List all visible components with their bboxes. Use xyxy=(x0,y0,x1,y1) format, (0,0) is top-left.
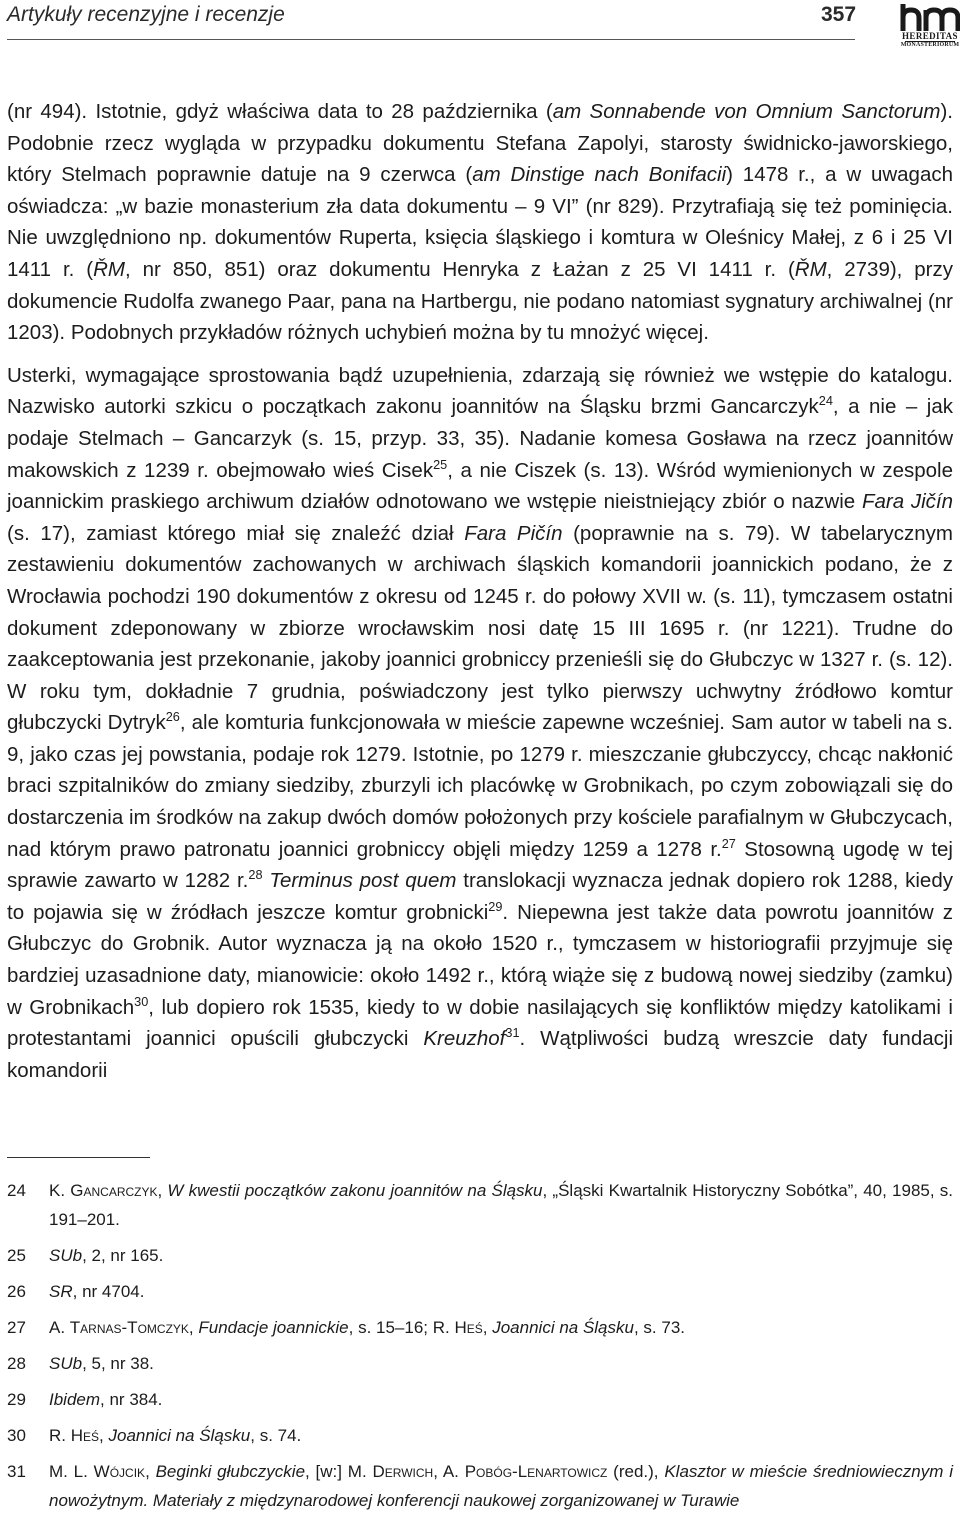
text-run: , nr 384. xyxy=(100,1390,163,1409)
italic-text: am Sonnabende von Omnium Sanctorum xyxy=(552,100,941,123)
text-run: (poprawnie na s. 79). W tabelarycznym zestawieniu dokumentów zachowanych w archiwach śląskich komandorii joannickich podano, że z Wrocławia pochodzi 190 dokumentów z okresu od 1245 r. do połowy XVII w. (s. 11), tymczasem ostatni dokument zdeponowany w zbiorze wrocławskim nosi datę 15 III 1695 r. (nr 1221). Trudne do zaakceptowania jest przekonanie, jakoby joannici grobniccy przenieśli się do Głubczyc w 1327 r. (s. 12). W roku tym, dokładnie 7 grudnia, poświadczony jest tylko pierwszy uchwytny źródłowo komtur głubczycki Dytryk xyxy=(7,521,953,735)
footnote-number: 25 xyxy=(7,1246,26,1265)
logo-text-monasteriorum: MONASTERIORUM xyxy=(900,42,960,48)
hm-logo-icon xyxy=(899,2,960,32)
italic-text: ŘM xyxy=(93,257,125,281)
running-head: Artykuły recenzyjne i recenzje xyxy=(7,3,285,26)
footnote-reference: 30 xyxy=(134,993,149,1009)
text-run: , s. 15–16; R. xyxy=(348,1318,455,1337)
author-surname: Gancarczyk xyxy=(70,1181,158,1200)
footnote-24 xyxy=(7,1176,953,1234)
footnote-number: 31 xyxy=(7,1462,26,1481)
text-run: . Wątpliwości budzą wreszcie daty fundacji komandorii xyxy=(7,1027,953,1082)
italic-text: ŘM xyxy=(794,257,827,281)
italic-text: Fundacje joannickie xyxy=(198,1318,349,1337)
text-run: translokacji wyznacza jednak dopiero rok 1288, kiedy to pojawia się w źródłach jeszcze komtur grobnicki xyxy=(7,869,953,924)
text-run: , xyxy=(99,1426,109,1445)
footnote-reference: 26 xyxy=(165,709,180,725)
footnote-reference: 31 xyxy=(505,1025,520,1041)
footnote-separator xyxy=(7,1157,150,1158)
text-run: , A. xyxy=(433,1462,465,1481)
italic-text: Klasztor w mieście średniowiecznym i nowożytnym. Materiały z międzynarodowej konferencji naukowej zorganizowanej w Turawie xyxy=(49,1462,953,1510)
footnote-number: 24 xyxy=(7,1181,26,1200)
text-run: , „Śląski Kwartalnik Historyczny Sobótka”, 40, 1985, s. 191–201. xyxy=(49,1181,953,1229)
footnotes-section xyxy=(7,1176,953,1522)
italic-text: Terminus post quem xyxy=(269,869,457,893)
footnote-31 xyxy=(7,1457,953,1515)
footnote-reference: 24 xyxy=(818,393,833,409)
text-run: , 5, nr 38. xyxy=(82,1354,154,1373)
footnote-29 xyxy=(7,1385,953,1414)
italic-text: Kreuzhof xyxy=(423,1027,506,1051)
text-run: A. xyxy=(49,1318,70,1337)
text-run: , xyxy=(145,1462,156,1481)
body-paragraph xyxy=(7,96,953,349)
italic-text: Beginki głubczyckie xyxy=(155,1462,306,1481)
text-run: , nr 850, 851) oraz dokumentu Henryka z Łażan z 25 VI 1411 r. ( xyxy=(124,257,795,281)
page-header xyxy=(7,0,960,48)
text-run: , xyxy=(188,1318,199,1337)
footnote-number: 26 xyxy=(7,1282,26,1301)
footnote-reference: 25 xyxy=(433,456,448,472)
italic-text: Joannici na Śląsku xyxy=(492,1318,634,1337)
text-run: , 2, nr 165. xyxy=(82,1246,164,1265)
header-rule xyxy=(7,39,855,40)
author-surname: Heś xyxy=(454,1318,483,1337)
footnote-26 xyxy=(7,1277,953,1306)
footnote-number: 27 xyxy=(7,1318,26,1337)
text-run: , xyxy=(482,1318,493,1337)
italic-text: am Dinstige nach Bonifacii xyxy=(472,163,727,187)
text-run: R. xyxy=(49,1426,71,1445)
text-run: , a nie Ciszek (s. 13). Wśród wymienionych w zespole joannickim praskiego archiwum działów odnotowano we wstępie nieistniejący zbiór o nazwie xyxy=(7,458,953,514)
footnote-28 xyxy=(7,1349,953,1378)
text-run: , s. 73. xyxy=(633,1318,686,1337)
text-run: (nr 494). Istotnie, gdyż właściwa data to 28 października ( xyxy=(7,100,553,123)
text-run: M. L. xyxy=(49,1462,94,1481)
text-run: , s. 74. xyxy=(250,1426,302,1445)
article-body xyxy=(7,96,953,1086)
text-run: Usterki, wymagające sprostowania bądź uzupełnienia, zdarzają się również we wstępie do katalogu. Nazwisko autorki szkicu o początkach zakonu joannitów na Śląsku brzmi Gancarczyk xyxy=(7,363,953,419)
author-surname: Pobóg-Lenartowicz xyxy=(464,1462,608,1481)
footnote-30 xyxy=(7,1421,953,1450)
text-run: ) 1478 r., a w uwagach oświadcza: „w bazie monasterium zła data dokumentu – 9 VI” (nr 829). Przytrafiają się też pominięcia. Nie uwzględniono np. dokumentów Ruperta, księcia śląskiego i komtura w Oleśnicy Małej, z 6 i 25 VI 1411 r. ( xyxy=(7,163,954,281)
footnote-number: 30 xyxy=(7,1426,26,1445)
text-run: ). Podobnie rzecz wygląda w przypadku dokumentu Stefana Zapolyi, starosty świdnicko-jaworskiego, który Stelmach poprawnie datuje na 9 czerwca ( xyxy=(7,100,953,187)
text-run: Stosowną ugodę w tej sprawie zawarto w 1282 r. xyxy=(7,837,953,893)
hereditas-monasteriorum-logo xyxy=(899,2,960,48)
author-surname: Derwich xyxy=(372,1462,434,1481)
text-run: , ale komturia funkcjonowała w mieście zapewne wcześniej. Sam autor w tabeli na s. 9, jako czas jej powstania, podaje rok 1279. Istotnie, po 1279 r. mieszczanie głubczyccy, chcąc nakłonić braci szpitalników do zmiany siedziby, zburzyli ich placówkę w Grobnikach, po czym zobowiązali się do dostarczenia im środków na zakup dwóch domów położonych przy kościele parafialnym w Głubczycach, nad którym prawo patronatu joannici grobniccy objęli między 1259 a 1278 r. xyxy=(7,711,953,861)
italic-text: SUb xyxy=(49,1246,83,1265)
footnote-25 xyxy=(7,1241,953,1270)
text-run: K. xyxy=(49,1181,71,1200)
logo-text-hereditas: HEREDITAS xyxy=(902,31,958,41)
footnote-number: 28 xyxy=(7,1354,26,1373)
italic-text: SUb xyxy=(49,1354,83,1373)
text-run: , 2739), przy dokumencie Rudolfa zwanego Paar, pana na Hartbergu, nie podano natomiast sygnatury archiwalnej (nr 1203). Podobnych przykładów różnych uchybień można by tu mnożyć więcej. xyxy=(7,257,953,345)
page-number: 357 xyxy=(821,3,857,26)
footnote-number: 29 xyxy=(7,1390,26,1409)
italic-text: Fara Pičín xyxy=(464,521,563,545)
text-run: , a nie – jak podaje Stelmach – Gancarzyk (s. 15, przyp. 33, 35). Nadanie komesa Gosława na rzecz joannitów makowskich z 1239 r. obejmowało wieś Cisek xyxy=(7,395,953,482)
text-run: (red.), xyxy=(607,1462,665,1481)
text-run: . Niepewna jest także data powrotu joannitów z Głubczyc do Grobnik. Autor wyznacza ją na około 1520 r., tymczasem w historiografii przyjmuje się bardziej uzasadnione daty, mianowicie: około 1492 r., którą wiąże się z budową nowej siedziby (zamku) w Grobnikach xyxy=(7,900,953,1019)
italic-text: Fara Jičín xyxy=(861,490,954,514)
text-run: , nr 4704. xyxy=(72,1282,145,1301)
italic-text: Joannici na Śląsku xyxy=(108,1426,251,1445)
text-run: , [w:] M. xyxy=(305,1462,373,1481)
italic-text: Ibidem xyxy=(49,1390,101,1409)
footnote-reference: 28 xyxy=(248,867,263,883)
italic-text: W kwestii początków zakonu joannitów na Śląsku xyxy=(167,1181,543,1200)
author-surname: Tarnas-Tomczyk xyxy=(69,1318,189,1337)
footnote-reference: 27 xyxy=(721,835,736,851)
body-paragraph xyxy=(7,360,953,1087)
text-run: (s. 17), zamiast którego miał się znaleźć dział xyxy=(7,521,465,545)
text-run: , xyxy=(157,1181,168,1200)
footnote-reference: 29 xyxy=(488,899,503,915)
author-surname: Wójcik xyxy=(93,1462,146,1481)
text-run: , lub dopiero rok 1535, kiedy to w dobie nasilających się konfliktów między katolikami i protestantami joannici opuścili głubczycki xyxy=(7,995,953,1051)
italic-text: SR xyxy=(49,1282,73,1301)
author-surname: Heś xyxy=(70,1426,100,1445)
footnote-27 xyxy=(7,1313,953,1342)
